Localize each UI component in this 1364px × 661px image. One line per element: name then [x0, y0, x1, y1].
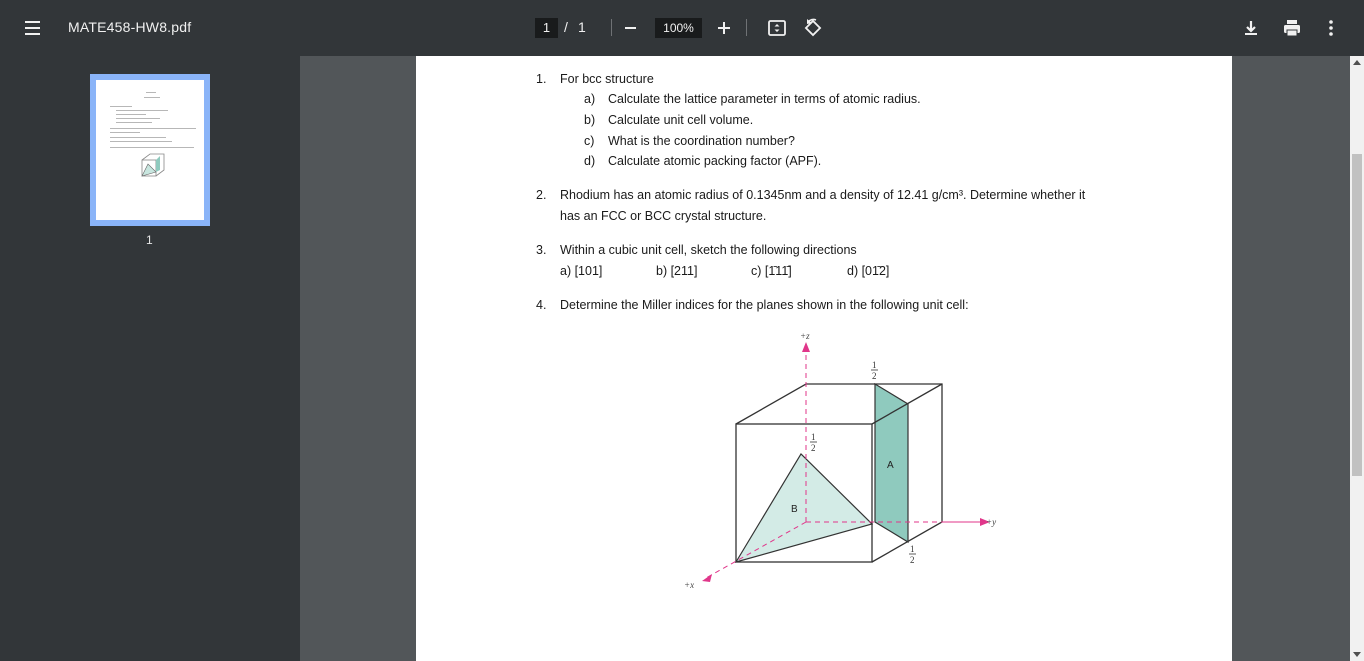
- print-icon[interactable]: [1281, 17, 1303, 39]
- plane-b-label: B: [791, 504, 798, 515]
- fraction-denominator: 2: [811, 443, 816, 453]
- scroll-down-icon[interactable]: [1353, 652, 1361, 657]
- page-thumbnail[interactable]: [90, 74, 210, 226]
- question-2-line2: has an FCC or BCC crystal structure.: [560, 209, 767, 223]
- plane-a-label: A: [887, 460, 894, 471]
- zoom-in-icon[interactable]: [716, 20, 732, 36]
- zoom-level-input[interactable]: 100%: [655, 18, 702, 38]
- q1-item-text: Calculate atomic packing factor (APF).: [608, 154, 822, 168]
- fit-page-icon[interactable]: [766, 17, 788, 39]
- question-2-line1: Rhodium has an atomic radius of 0.1345nm and a density of 12.41 g/cm³. Determine whether it: [560, 188, 1086, 202]
- fraction-denominator: 2: [872, 371, 877, 381]
- question-number: 1.: [536, 72, 547, 86]
- question-4-text: Determine the Miller indices for the planes shown in the following unit cell:: [560, 298, 969, 312]
- rotate-icon[interactable]: [802, 17, 824, 39]
- zoom-out-icon[interactable]: [625, 27, 636, 29]
- scrollbar-thumb[interactable]: [1352, 154, 1362, 476]
- pdf-page: [416, 56, 1232, 661]
- x-axis-label: +x: [684, 580, 695, 590]
- pdf-toolbar: [0, 0, 1364, 56]
- menu-icon[interactable]: [22, 18, 44, 38]
- page-total: 1: [578, 19, 586, 35]
- thumbnail-preview: [96, 80, 204, 220]
- q3-direction: d) [01̄2]: [847, 264, 890, 278]
- thumbnail-sidebar: [0, 56, 300, 661]
- thumbnail-page-number: 1: [146, 233, 153, 247]
- q1-item-text: Calculate the lattice parameter in terms of atomic radius.: [608, 92, 921, 106]
- question-3-text: Within a cubic unit cell, sketch the following directions: [560, 243, 857, 257]
- q3-direction: b) [211]: [656, 264, 698, 278]
- q1-item-label: c): [584, 134, 595, 148]
- toolbar-divider: [746, 19, 747, 36]
- q1-item-label: b): [584, 113, 596, 127]
- question-1-text: For bcc structure: [560, 72, 654, 86]
- question-number: 4.: [536, 298, 547, 312]
- q1-item-label: d): [584, 154, 596, 168]
- more-vert-icon[interactable]: [1320, 17, 1342, 39]
- z-axis-label: +z: [800, 331, 810, 341]
- fraction-numerator: 1: [872, 360, 877, 370]
- toolbar-divider: [611, 19, 612, 36]
- y-axis-label: +y: [986, 517, 997, 527]
- scroll-up-icon[interactable]: [1353, 60, 1361, 65]
- question-number: 2.: [536, 188, 547, 202]
- unit-cell-figure: [676, 326, 1036, 596]
- q1-item-text: What is the coordination number?: [608, 134, 795, 148]
- vertical-scrollbar[interactable]: [1350, 56, 1364, 661]
- fraction-numerator: 1: [811, 432, 816, 442]
- fraction-denominator: 2: [910, 555, 915, 565]
- page-separator: /: [564, 19, 568, 35]
- question-number: 3.: [536, 243, 547, 257]
- plane-b: [736, 454, 872, 562]
- q3-direction: a) [101]: [560, 264, 603, 278]
- q3-direction: c) [1̄11̄]: [751, 264, 792, 278]
- download-icon[interactable]: [1240, 17, 1262, 39]
- q1-item-label: a): [584, 92, 596, 106]
- page-number-input[interactable]: 1: [535, 18, 558, 38]
- document-title: MATE458-HW8.pdf: [68, 19, 192, 35]
- fraction-numerator: 1: [910, 544, 915, 554]
- document-viewer: [300, 56, 1350, 661]
- q1-item-text: Calculate unit cell volume.: [608, 113, 754, 127]
